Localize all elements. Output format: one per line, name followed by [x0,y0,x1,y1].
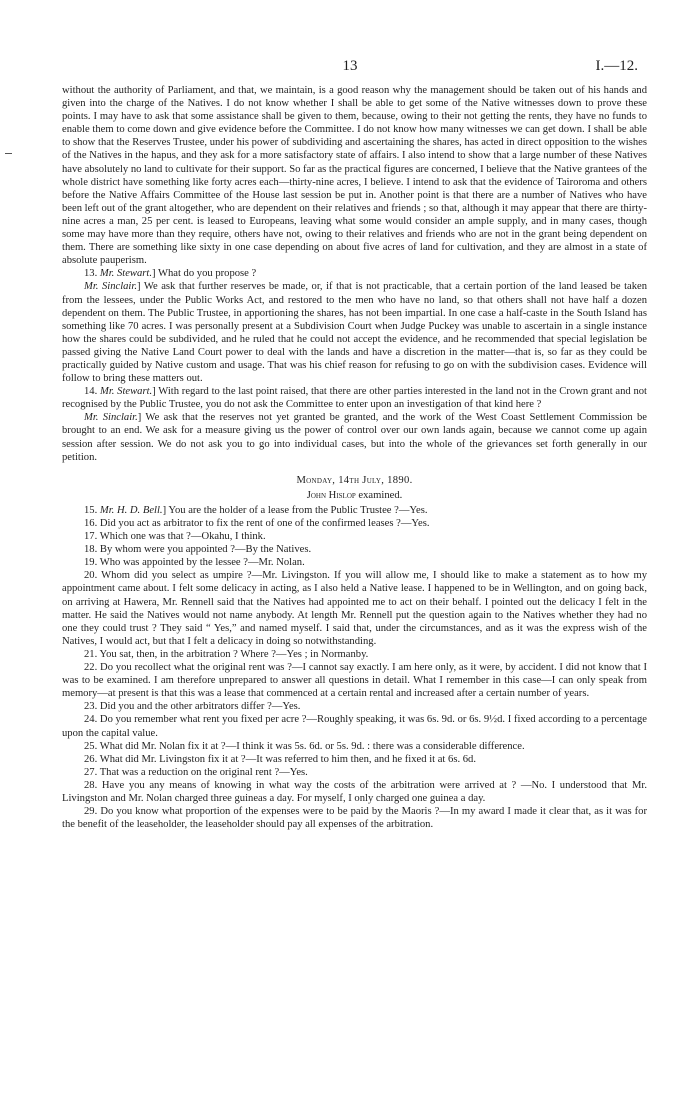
session-date: Monday, 14th July, 1890. [296,474,413,486]
speaker-name: Mr. Stewart. [99,268,152,280]
paragraph: Mr. Sinclair.] We ask that the reserves not yet granted be granted, and the work of the West Coast Settlement Commission be brought to an end. We ask for a measure giving us the power of control over our own lands again, because we cannot come up again session after session. We do not ask you to go into individual cases, but into the whole of the grievances set forth generally in our petition. [62,412,648,463]
speaker-name: Mr. Sinclair. [84,412,138,424]
text-body [62,84,647,831]
question-item: 19. Who was appointed by the lessee ?—Mr. Nolan. [84,557,305,569]
margin-mark [5,153,12,154]
question-item: 27. That was a reduction on the original rent ?—Yes. [84,766,308,778]
question-item: 25. What did Mr. Nolan fix it at ?—I think it was 5s. 6d. or 5s. 9d. : there was a considerable difference. [84,740,525,752]
speaker-name: Mr. H. D. Bell. [99,504,163,516]
question-item: 29. Do you know what proportion of the expenses were to be paid by the Maoris ?—In my award I made it clear that, as it was for the benefit of the leaseholder, the leaseholder should pay all expenses of the arbitration. [62,806,647,831]
question-item: 22. Do you recollect what the original rent was ?—I cannot say exactly. I am here only, as it were, by accident. I did not know that I was to be examined. I am therefore unprepared to answer all questions in detail. What I remember in this case—I can only speak from memory—at present is that this was a lease that commenced at a certain rental and increased after a certain number of years. [62,662,647,700]
page-number: 13 [342,58,358,74]
witness-heading: John Hislop examined. [306,489,403,501]
speaker-name: Mr. Stewart. [100,386,153,398]
question-item: 18. By whom were you appointed ?—By the Natives. [84,544,312,556]
question-item: 20. Whom did you select as umpire ?—Mr. Livingston. If you will allow me, I should like to make a statement as to how my appointment came about. I felt some delicacy in acting, as I also held a Native lease. I happened to be in Wellington, and on going back, on arriving at Hawera, Mr. Rennell said that the Natives had appointed me to act on their behalf. I pointed out the delicacy I felt in the matter. He said the Natives would not name anybody. At length Mr. Rennell put the question again to the Natives whether they had no one they could trust ? They said “ Yes,” and named myself. I said that, under the circumstances, and as it was the express wish of the Natives, I would act, but that I felt a delicacy in doing so notwithstanding. [62,570,647,647]
question-item: 17. Which one was that ?—Okahu, I think. [84,531,266,543]
question-item: 16. Did you act as arbitrator to fix the rent of one of the confirmed leases ?—Yes. [84,518,430,529]
paragraph: without the authority of Parliament, and that, we maintain, is a good reason why the management should be taken out of his hands and given into the charge of the Natives. I do not know whether I shall be able to get some of the Native witnesses down to prove these points. I may have to ask that some assistance shall be given to them, because, owing to their not getting the rents, they have no funds to enable them to come down and give evidence before the Committee. I do not know how many witnesses we can get down. I shall be able to show that the Reserves Trustee, under his power of subdividing and ascertaining the shares, has acted in direct opposition to the wishes of the Natives in the hapus, and they ask for a more satisfactory state of affairs. I also intend to show that a large number of these Natives have absolutely no land to cultivate for their support. So far as the practical figures are concerned, I believe that the Native grantees of the whole district have something like forty acres each—thirty-nine acres, I believe. I intend to ask that the evidence of Tairoroma and others before the Native Affairs Committee of the House last session be put in. Another point is that there are a number of Natives who have been left out of the grant altogether, who are dependent on their relatives and friends ; so that, although it may appear that there are thirty-nine acres a man, 25 per cent. is leased to Europeans, leaving what some would consider an ample supply, and in many cases, though some may have more than they require, others have not, owing to their relatives and friends who are not in the grant being dependent on them. There are something like sixty in one case depending on about five acres of land for cultivation, and they are almost in a state of absolute pauperism. [62,85,647,267]
speaker-name: Mr. Sinclair. [84,281,137,293]
question-item: 21. You sat, then, in the arbitration ? Where ?—Yes ; in Normanby. [84,648,369,660]
paragraph: 14. Mr. Stewart.] With regard to the last point raised, that there are other parties interested in the land not in the Crown grant and not recognised by the Public Trustee, you do not ask the Committee to enter upon an investigation of that kind here ? [62,386,648,411]
paragraph: Mr. Sinclair.] We ask that further reserves be made, or, if that is not practicable, that a certain portion of the land leased be taken from the lessees, under the Public Works Act, and restored to the men who have no land, so that others shall not have half a dozen dependent on them. The Public Trustee, in apportioning the shares, has not been impartial. In one case a half-caste in the South Island has something like 70 acres. I was personally present at a Subdivision Court when Judge Puckey was unable to ascertain in a single instance how the shares could be subdivided, and he ruled that he could not accept the evidence, and he recommended that special legislation be passed giving the Native Land Court power to deal with the lands and have a discretion in the matter—that is, so far as they could be practically guided by Native custom and usage. That was his chief reason for refusing to go on with the subdivision cases. Evidence will follow to bring these matters out. [62,281,648,385]
paper-reference: I.—12. [595,58,638,74]
question-item: 28. Have you any means of knowing in what way the costs of the arbitration were arrived at ? —No. I understood that Mr. Livingston and Mr. Nolan charged three guineas a day. For myself, I only charged one guinea a day. [62,779,647,804]
question-item: 24. Do you remember what rent you fixed per acre ?—Roughly speaking, it was 6s. 9d. or 6s. 9½d. I fixed according to a percentage upon the capital value. [62,714,647,739]
witness-name: John Hislop [306,489,356,501]
question-item: 26. What did Mr. Livingston fix it at ?—It was referred to him then, and he fixed it at 6s. 6d. [84,753,476,765]
paragraph: 13. Mr. Stewart.] What do you propose ? [84,268,257,280]
question-item: 15. Mr. H. D. Bell.] You are the holder of a lease from the Public Trustee ?—Yes. [84,504,428,516]
question-item: 23. Did you and the other arbitrators differ ?—Yes. [84,701,301,713]
